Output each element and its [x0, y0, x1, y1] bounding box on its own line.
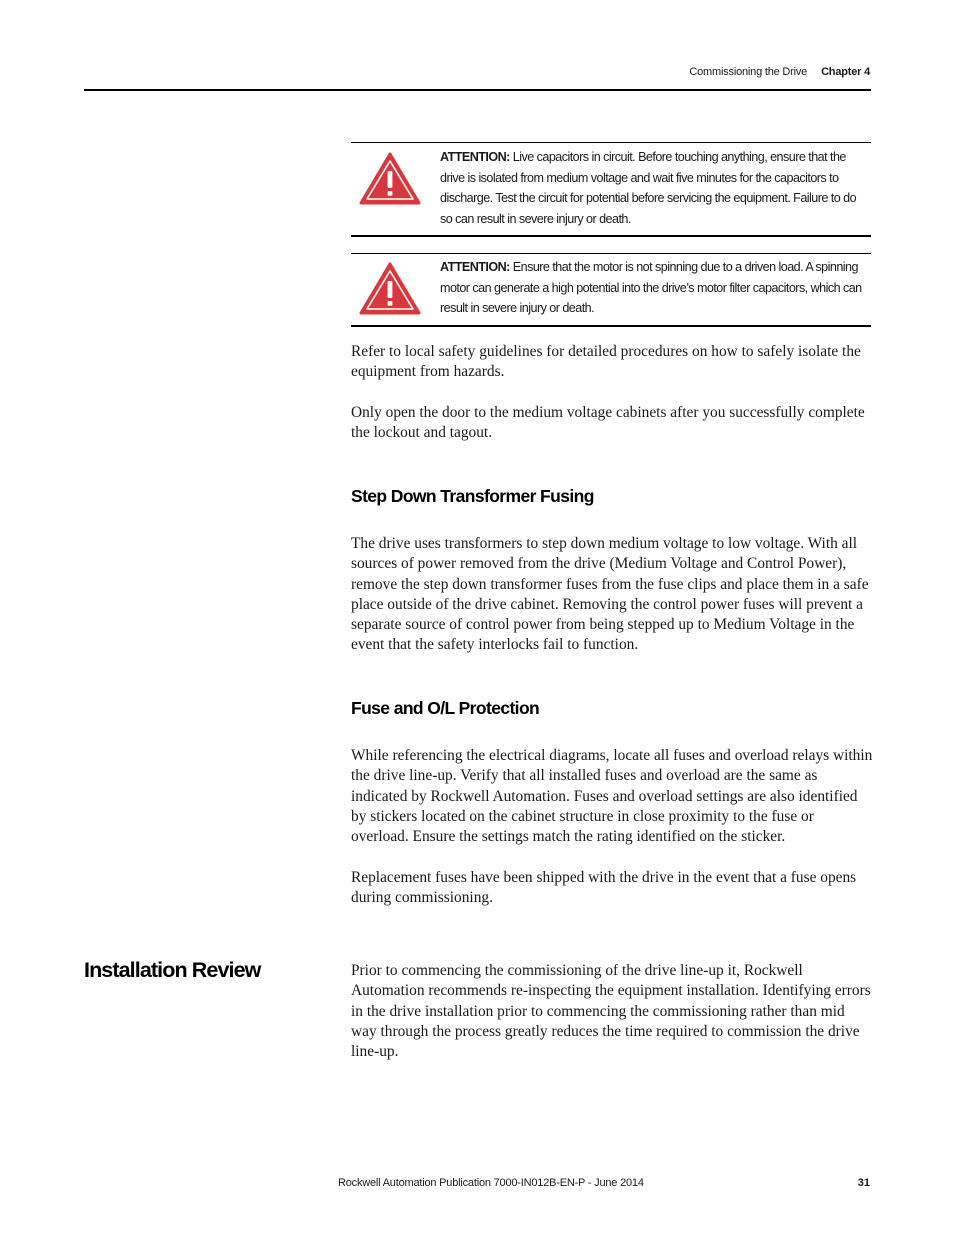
running-header [689, 66, 870, 78]
heading-fuse-ol-protection: Fuse and O/L Protection [351, 698, 540, 718]
warning-triangle-icon [359, 262, 421, 316]
page-number: 31 [857, 1177, 870, 1189]
attention-message: Live capacitors in circuit. Before touching anything, ensure that the drive is isolated from medium voltage and wait five minutes for the capacitors to discharge. Test the circuit for potential before servicing the equipment. Failure to do so can result in severe injury or death. [440, 150, 857, 226]
warning-triangle-icon [359, 152, 421, 206]
attention-label: ATTENTION: [440, 260, 510, 274]
heading-step-down-transformer-fusing: Step Down Transformer Fusing [351, 486, 594, 506]
attention-block-capacitors [351, 142, 871, 237]
paragraph-installation-review: Prior to commencing the commissioning of the drive line-up it, Rockwell Automation recommends re-inspecting the equipment installation. Identifying errors in the drive installation prior to commencing the commissioning rather than mid way through the process greatly reduces the time required to commission the drive line-up. [351, 962, 871, 1061]
paragraph-safety-guidelines: Refer to local safety guidelines for detailed procedures on how to safely isolate the equipment from hazards. [351, 343, 861, 381]
attention-message: Ensure that the motor is not spinning due to a driven load. A spinning motor can generate a high potential into the drive’s motor filter capacitors, which can result in severe injury or death. [440, 260, 862, 315]
header-rule [84, 89, 871, 91]
footer-publication: Rockwell Automation Publication 7000-IN012B-EN-P - June 2014 [338, 1177, 644, 1189]
attention-text [440, 257, 865, 319]
paragraph-door-open: Only open the door to the medium voltage cabinets after you successfully complete the lockout and tagout. [351, 404, 865, 442]
paragraph-fuse-ol-1: While referencing the electrical diagrams, locate all fuses and overload relays within the drive line-up. Verify that all installed fuses and overload are the same as indicated by Rockwell Automation. Fuses and overload settings are also identified by stickers located on the cabinet structure in close proximity to the fuse or overload. Ensure the settings match the rating identified on the sticker. [351, 747, 873, 846]
header-section: Commissioning the Drive [689, 66, 808, 78]
attention-block-motor [351, 253, 871, 327]
paragraph-fuse-ol-2: Replacement fuses have been shipped with the drive in the event that a fuse opens during commissioning. [351, 869, 857, 907]
attention-text [440, 147, 865, 229]
heading-installation-review: Installation Review [84, 958, 261, 982]
paragraph-step-down: The drive uses transformers to step down medium voltage to low voltage. With all sources of power removed from the drive (Medium Voltage and Control Power), remove the step down transformer fuses from the fuse clips and place them in a safe place outside of the drive cabinet. Removing the control power fuses will prevent a separate source of control power from being stepped up to Medium Voltage in the event that the safety interlocks fail to function. [351, 535, 869, 654]
attention-label: ATTENTION: [440, 150, 510, 164]
header-chapter: Chapter 4 [821, 66, 870, 78]
